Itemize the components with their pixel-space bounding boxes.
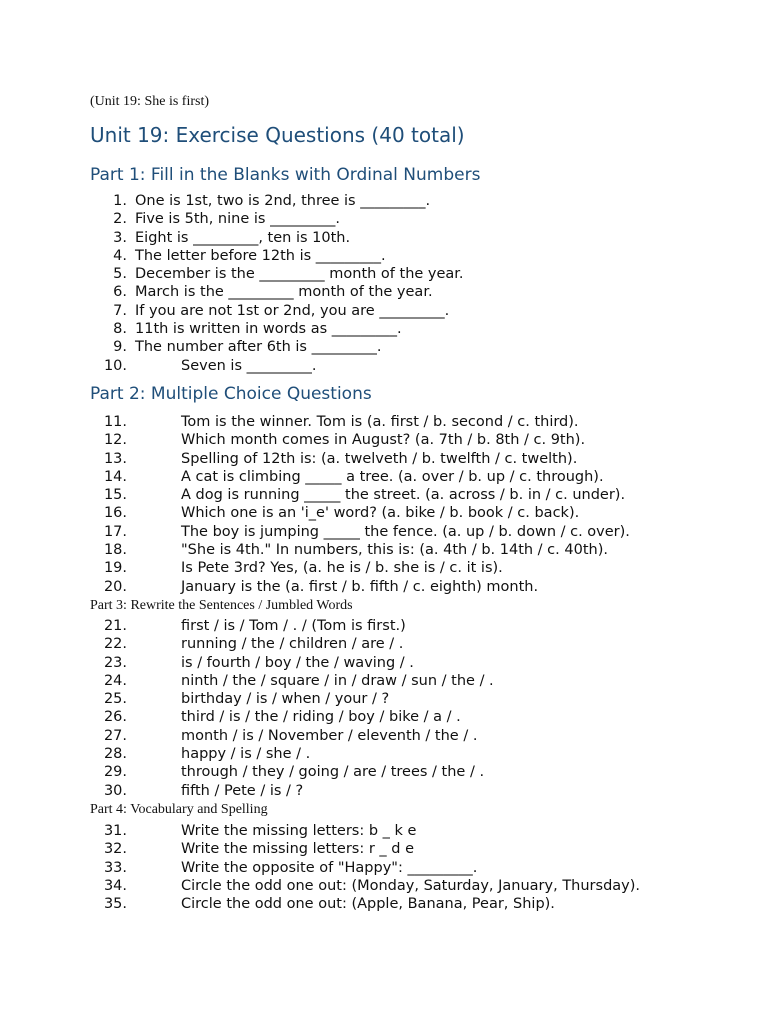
question-number: 28. (103, 746, 127, 763)
question-text: third / is / the / riding / boy / bike / a / . (181, 709, 461, 726)
list-item (90, 763, 750, 781)
question-text: Circle the odd one out: (Monday, Saturday, January, Thursday). (181, 877, 641, 894)
list-item (90, 745, 750, 763)
question-number: 19. (103, 560, 127, 577)
list-item (90, 283, 750, 301)
list-item (90, 320, 750, 338)
question-number: 33. (103, 859, 127, 876)
question-text: Five is 5th, nine is _________. (135, 211, 340, 228)
question-number: 32. (103, 841, 127, 858)
question-number: 5. (113, 266, 127, 283)
question-text: Eight is _________, ten is 10th. (135, 229, 351, 246)
question-number: 10. (103, 357, 127, 374)
question-number: 23. (103, 654, 127, 671)
list-item (90, 413, 750, 431)
list-item (90, 338, 750, 356)
part1-list-continued (90, 357, 750, 375)
list-item (90, 727, 750, 745)
question-number: 13. (103, 450, 127, 467)
question-text: One is 1st, two is 2nd, three is _________. (135, 193, 431, 209)
question-number: 34. (103, 877, 127, 894)
question-text: Which one is an 'i_e' word? (a. bike / b. book / c. back). (181, 505, 580, 522)
question-text: Write the opposite of "Happy": _________. (181, 859, 478, 876)
question-text: The number after 6th is _________. (135, 339, 382, 356)
list-item (90, 192, 750, 210)
question-number: 14. (103, 468, 127, 485)
question-number: 11. (103, 413, 127, 430)
question-number: 27. (103, 727, 127, 744)
question-number: 7. (113, 302, 127, 319)
list-item (90, 782, 750, 800)
question-number: 1. (113, 193, 127, 209)
list-item (90, 559, 750, 577)
list-item (90, 672, 750, 690)
question-number: 2. (113, 211, 127, 228)
question-number: 21. (103, 617, 127, 634)
question-number: 25. (103, 691, 127, 708)
question-number: 8. (113, 321, 127, 338)
question-number: 31. (103, 822, 127, 839)
question-text: Is Pete 3rd? Yes, (a. he is / b. she is / c. it is). (181, 560, 503, 577)
question-number: 6. (113, 284, 127, 301)
part3-list (90, 617, 750, 800)
list-item (90, 265, 750, 283)
question-text: ninth / the / square / in / draw / sun / the / . (181, 672, 494, 689)
list-item (90, 617, 750, 635)
question-text: A dog is running _____ the street. (a. across / b. in / c. under). (181, 487, 626, 504)
list-item (90, 895, 750, 913)
question-number: 35. (103, 896, 127, 913)
question-text: The boy is jumping _____ the fence. (a. up / b. down / c. over). (181, 523, 630, 540)
question-text: If you are not 1st or 2nd, you are _________. (135, 302, 450, 319)
question-text: first / is / Tom / . / (Tom is first.) (181, 617, 406, 634)
question-text: happy / is / she / . (181, 746, 311, 763)
question-text: Seven is _________. (181, 357, 317, 374)
list-item (90, 822, 750, 840)
list-item (90, 690, 750, 708)
question-number: 18. (103, 542, 127, 559)
question-number: 16. (103, 505, 127, 522)
part4-list (90, 822, 750, 913)
question-text: December is the _________ month of the year. (135, 266, 464, 283)
list-item (90, 635, 750, 653)
part4-heading: Part 4: Vocabulary and Spelling (90, 801, 268, 817)
question-text: March is the _________ month of the year. (135, 284, 433, 301)
question-number: 29. (103, 764, 127, 781)
question-text: is / fourth / boy / the / waving / . (181, 654, 414, 671)
question-number: 20. (103, 578, 127, 595)
question-text: Circle the odd one out: (Apple, Banana, Pear, Ship). (181, 896, 555, 913)
list-item (90, 504, 750, 522)
list-item (90, 877, 750, 895)
question-number: 26. (103, 709, 127, 726)
question-number: 17. (103, 523, 127, 540)
part3-heading: Part 3: Rewrite the Sentences / Jumbled Words (90, 597, 353, 613)
question-text: "She is 4th." In numbers, this is: (a. 4th / b. 14th / c. 40th). (181, 542, 608, 559)
part1-list (90, 192, 750, 357)
list-item (90, 840, 750, 858)
page-title: Unit 19: Exercise Questions (40 total) (90, 123, 465, 147)
question-number: 15. (103, 487, 127, 504)
list-item (90, 523, 750, 541)
list-item (90, 541, 750, 559)
list-item (90, 654, 750, 672)
question-text: running / the / children / are / . (181, 636, 404, 653)
part2-heading: Part 2: Multiple Choice Questions (90, 383, 372, 404)
worksheet-page (90, 92, 750, 913)
question-text: A cat is climbing _____ a tree. (a. over / b. up / c. through). (181, 468, 604, 485)
question-text: Tom is the winner. Tom is (a. first / b. second / c. third). (181, 413, 579, 430)
question-number: 22. (103, 636, 127, 653)
question-text: month / is / November / eleventh / the / . (181, 727, 478, 744)
question-text: 11th is written in words as _________. (135, 321, 402, 338)
question-number: 12. (103, 432, 127, 449)
question-text: Write the missing letters: b _ k e (181, 822, 417, 839)
question-number: 3. (113, 229, 127, 246)
list-item (90, 468, 750, 486)
question-text: fifth / Pete / is / ? (181, 782, 304, 799)
question-number: 9. (113, 339, 127, 356)
list-item (90, 708, 750, 726)
question-number: 24. (103, 672, 127, 689)
list-item (90, 247, 750, 265)
list-item (90, 578, 750, 596)
question-text: January is the (a. first / b. fifth / c. eighth) month. (181, 578, 539, 595)
question-text: Spelling of 12th is: (a. twelveth / b. twelfth / c. twelth). (181, 450, 578, 467)
question-number: 4. (113, 247, 127, 264)
question-number: 30. (103, 782, 127, 799)
list-item (90, 450, 750, 468)
list-item (90, 357, 750, 375)
list-item (90, 210, 750, 228)
unit-note: (Unit 19: She is first) (90, 94, 209, 109)
list-item (90, 229, 750, 247)
question-text: Which month comes in August? (a. 7th / b. 8th / c. 9th). (181, 432, 586, 449)
question-text: birthday / is / when / your / ? (181, 691, 390, 708)
list-item (90, 431, 750, 449)
part2-list (90, 413, 750, 596)
question-text: Write the missing letters: r _ d e (181, 841, 415, 858)
part1-heading: Part 1: Fill in the Blanks with Ordinal Numbers (90, 165, 481, 185)
question-text: through / they / going / are / trees / the / . (181, 764, 485, 781)
list-item (90, 859, 750, 877)
question-text: The letter before 12th is _________. (135, 247, 386, 264)
list-item (90, 486, 750, 504)
list-item (90, 302, 750, 320)
